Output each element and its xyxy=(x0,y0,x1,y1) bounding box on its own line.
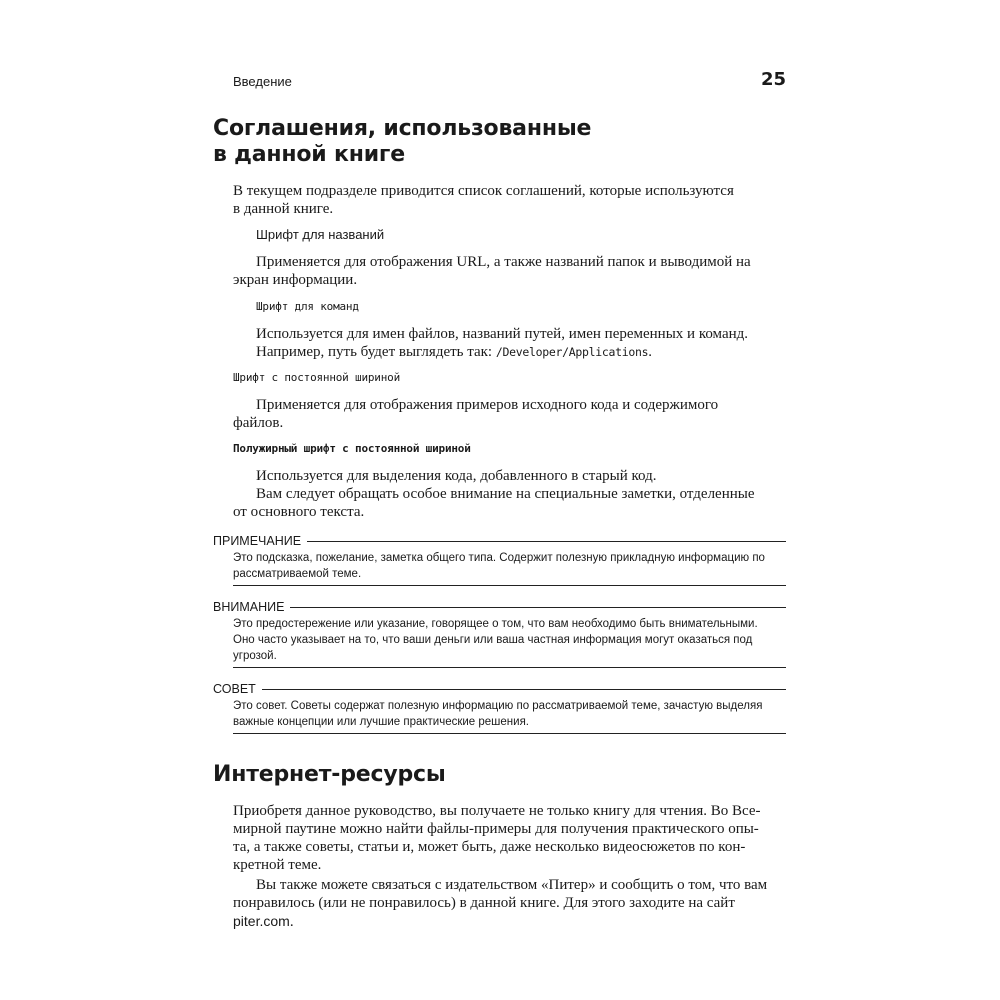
paragraph-line: мирной паутине можно найти файлы-примеры для получения практического опы- xyxy=(233,821,759,837)
page-number: 25 xyxy=(760,69,786,90)
text-run: . xyxy=(648,344,652,360)
internet-paragraph-1 xyxy=(233,802,761,874)
warning-box xyxy=(213,599,786,668)
paragraph-line: от основного текста. xyxy=(233,504,365,520)
paragraph-line: Используется для имен файлов, названий путей, имен переменных и команд. xyxy=(256,326,749,342)
box-bottom-rule xyxy=(233,585,786,586)
box-rule xyxy=(262,689,786,690)
paragraph-line: кретной теме. xyxy=(233,857,322,873)
paragraph-line: Вы также можете связаться с издательством «Питер» и сообщить о том, что вам xyxy=(256,877,768,893)
box-title: ПРИМЕЧАНИЕ xyxy=(213,534,302,548)
box-title: ВНИМАНИЕ xyxy=(213,600,285,614)
text-run: Например, путь будет выглядеть так: xyxy=(256,344,496,360)
convention-label-title-font: Шрифт для названий xyxy=(256,227,385,242)
section-title-line: в данной книге xyxy=(213,142,405,167)
section-title-line: Соглашения, использованные xyxy=(213,116,592,141)
paragraph-line: в данной книге. xyxy=(233,201,334,217)
section-title-conventions xyxy=(213,116,591,168)
paragraph-line: Вам следует обращать особое внимание на специальные заметки, отделенные xyxy=(256,486,755,502)
paragraph-line: Применяется для отображения примеров исходного кода и содержимого xyxy=(256,397,719,413)
box-line: Это предостережение или указание, говорящее о том, что вам необходимо быть внимательными. xyxy=(233,618,758,630)
box-line: Это подсказка, пожелание, заметка общего типа. Содержит полезную прикладную информацию по xyxy=(233,552,765,564)
convention-label-bold-mono-font: Полужирный шрифт с постоянной шириной xyxy=(233,442,471,455)
convention-desc-title-font xyxy=(233,253,751,289)
box-line: важные концепции или лучшие практические решения. xyxy=(233,716,530,728)
running-title: Введение xyxy=(233,74,292,89)
box-bottom-rule xyxy=(233,733,786,734)
box-bottom-rule xyxy=(233,667,786,668)
box-body xyxy=(213,550,786,582)
box-rule xyxy=(307,541,786,542)
convention-label-mono-font: Шрифт с постоянной шириной xyxy=(233,371,400,384)
paragraph-line: файлов. xyxy=(233,415,284,431)
paragraph-line: понравилось (или не понравилось) в данной книге. Для этого заходите на сайт xyxy=(233,895,735,911)
box-header xyxy=(213,599,786,615)
paragraph-line: Приобретя данное руководство, вы получаете не только книгу для чтения. Во Все- xyxy=(233,803,761,819)
convention-label-command-font: Шрифт для команд xyxy=(256,300,359,313)
text-run: . xyxy=(289,914,294,930)
paragraph-line: В текущем подразделе приводится список соглашений, которые используются xyxy=(233,183,734,199)
box-body xyxy=(213,698,786,730)
section-title-internet-resources: Интернет-ресурсы xyxy=(213,762,446,787)
box-body xyxy=(213,616,786,664)
paragraph-line: Используется для выделения кода, добавленного в старый код. xyxy=(256,468,657,484)
tip-box xyxy=(213,681,786,734)
note-box xyxy=(213,533,786,586)
paragraph-line: та, а также советы, статьи и, может быть, даже несколько видеосюжетов по кон- xyxy=(233,839,746,855)
box-rule xyxy=(290,607,786,608)
paragraph-line: экран информации. xyxy=(233,272,358,288)
box-line: угрозой. xyxy=(233,650,277,662)
box-line: рассматриваемой теме. xyxy=(233,568,362,580)
paragraph-line xyxy=(233,912,767,931)
convention-desc-command-font xyxy=(256,325,748,361)
box-header xyxy=(213,681,786,697)
box-title: СОВЕТ xyxy=(213,682,256,696)
convention-desc-mono-font xyxy=(233,396,718,432)
box-line: Это совет. Советы содержат полезную информацию по рассматриваемой теме, зачастую выделяя xyxy=(233,700,763,712)
box-header xyxy=(213,533,786,549)
paragraph-line: Применяется для отображения URL, а также названий папок и выводимой на xyxy=(256,254,751,270)
site-link[interactable]: piter.com xyxy=(233,913,290,929)
intro-paragraph xyxy=(233,182,734,218)
box-line: Оно часто указывает на то, что ваши деньги или ваша частная информация могут оказаться под xyxy=(233,634,753,646)
internet-paragraph-2 xyxy=(233,876,767,931)
convention-desc-bold-mono-font xyxy=(233,467,755,521)
code-path: /Developer/Applications xyxy=(495,345,649,359)
paragraph-line xyxy=(256,343,748,361)
